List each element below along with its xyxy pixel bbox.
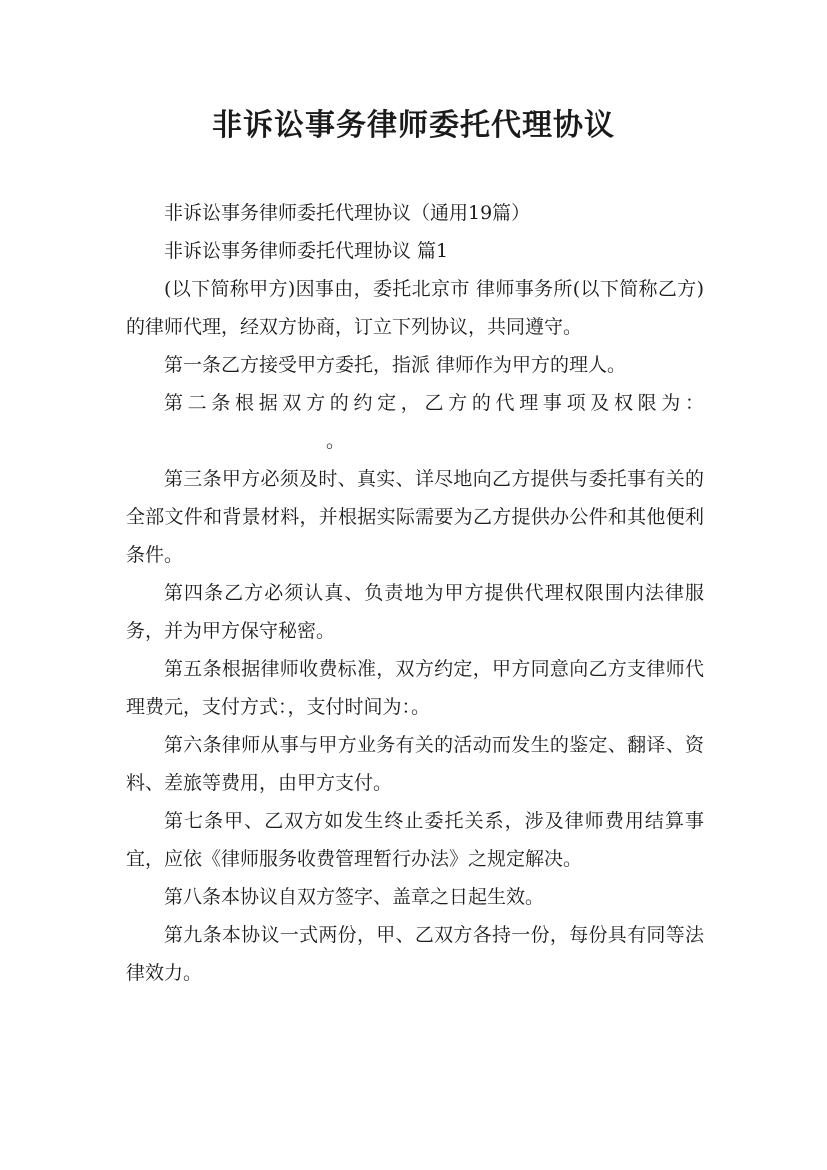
- paragraph-article-1: 第一条乙方接受甲方委托，指派 律师作为甲方的理人。: [164, 354, 627, 376]
- document-title: 非诉讼事务律师委托代理协议: [212, 108, 615, 143]
- article-2-text: 第二条根据双方的约定，乙方的代理事项及权限为：: [164, 392, 704, 414]
- document-body: [126, 194, 704, 992]
- paragraph-article-8: 第八条本协议自双方签字、盖章之日起生效。: [164, 886, 545, 908]
- paragraph-article-7: 第七条甲、乙双方如发生终止委托关系，涉及律师费用结算事宜，应依《律师服务收费管理暂行办法》之规定解决。: [126, 810, 704, 870]
- paragraph-article-3: 第三条甲方必须及时、真实、详尽地向乙方提供与委托事有关的全部文件和背景材料，并根据实际需要为乙方提供办公件和其他便利条件。: [126, 468, 704, 566]
- paragraph-article-6: 第六条律师从事与甲方业务有关的活动而发生的鉴定、翻译、资料、差旅等费用，由甲方支付。: [126, 734, 704, 794]
- paragraph-intro: (以下简称甲方)因事由，委托北京市 律师事务所(以下简称乙方)的律师代理，经双方协商，订立下列协议，共同遵守。: [126, 278, 704, 338]
- paragraph-article-5: 第五条根据律师收费标准，双方约定，甲方同意向乙方支律师代理费元，支付方式：，支付时间为：。: [126, 658, 704, 718]
- paragraph-article-2: [126, 384, 704, 460]
- paragraph-article-9: 第九条本协议一式两份，甲、乙双方各持一份，每份具有同等法律效力。: [126, 924, 704, 984]
- document-subtitle: 非诉讼事务律师委托代理协议（通用19篇）: [164, 202, 531, 224]
- section-heading: 非诉讼事务律师委托代理协议 篇1: [164, 240, 449, 262]
- paragraph-article-4: 第四条乙方必须认真、负责地为甲方提供代理权限围内法律服务，并为甲方保守秘密。: [126, 582, 704, 642]
- article-2-end: 。: [326, 430, 346, 452]
